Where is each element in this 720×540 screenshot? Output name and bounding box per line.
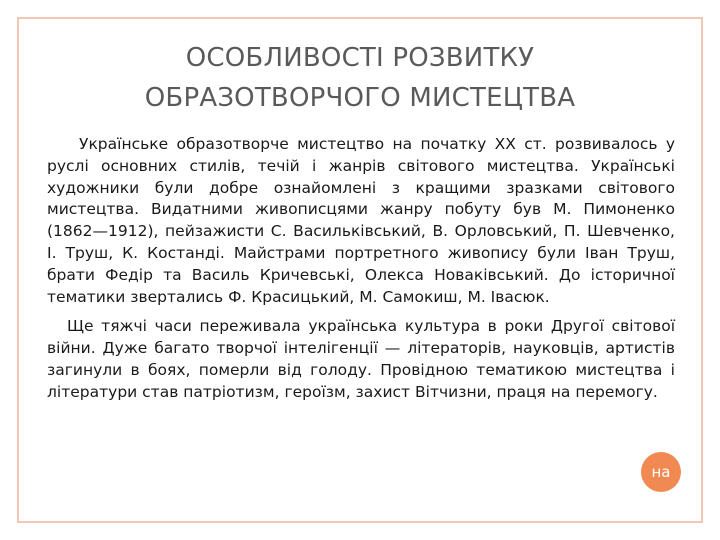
paragraph-2: Ще тяжчі часи переживала українська культура в роки Другої світової війни. Дуже багато творчої інтелігенції — літераторів, науковців, артистів загинули в боях, померли від голоду. Провідною тематикою мистецтва і літератури став патріотизм, героїзм, захист Вітчизни, праця на перемогу. [47,317,675,401]
slide-title-line-1: ОСОБЛИВОСТІ РОЗВИТКУ [185,43,535,73]
slide-title [40,38,680,118]
slide-body [47,134,675,404]
page-badge: на [641,452,681,492]
slide-title-line-2: ОБРАЗОТВОРЧОГО МИСТЕЦТВА [144,83,576,113]
paragraph-1: Українське образотворче мистецтво на початку XX ст. розвивалось у руслі основних стилів, течій і жанрів світового мистецтва. Українські художники були добре ознайомлені з кращими зразками світового мистецтва. Видатними живописцями жанру побуту був М. Пимоненко (1862—1912), пейзажисти С. Васильківський, В. Орловський, П. Шевченко, І. Труш, К. Костанді. Майстрами портретного живопису були Іван Труш, брати Федір та Василь Кричевські, Олекса Новаківський. До історичної тематики звертались Ф. Красицький, М. Самокиш, М. Івасюк. [47,135,675,306]
